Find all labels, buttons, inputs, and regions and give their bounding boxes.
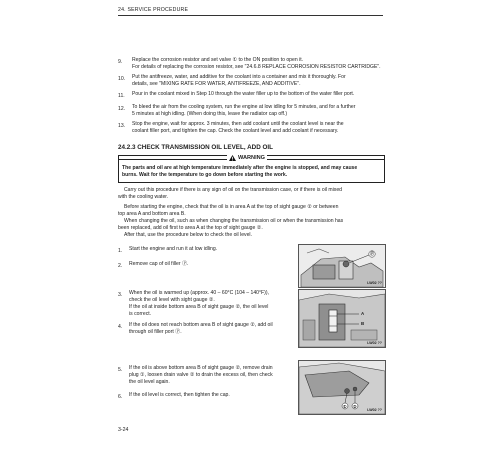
callout-2: ② [353, 404, 357, 409]
warning-label: WARNING [238, 155, 266, 161]
step-line: Pour in the coolant mixed in Step 10 through the water filler up to the bottom of the water filler port. [132, 91, 355, 97]
step-line: 5 minutes at high idling. (When doing this, leave the radiator cap off.) [132, 111, 288, 117]
figure-label: LW02 ?? [367, 408, 382, 412]
warning-box [118, 155, 385, 183]
step-line: the oil level again. [129, 379, 170, 385]
drain-plug-illustration [299, 361, 385, 414]
step-number: 11. [118, 93, 125, 99]
step-line: If the oil at inside bottom area B of sight gauge ②, the oil level [129, 304, 269, 310]
callout-b: B [361, 321, 365, 326]
step-number: 5. [118, 367, 123, 373]
sight-gauge-illustration [299, 290, 385, 347]
step-number: 9. [118, 59, 123, 65]
intro-line: top area A and bottom area B. [118, 211, 186, 217]
step-line: through oil filler port Ⓟ. [129, 329, 182, 335]
step-number: 4. [118, 324, 123, 330]
figure-oil-filler [298, 244, 386, 288]
warning-label-group [227, 155, 267, 161]
intro-line: Carry out this procedure if there is any sign of oil on the transmission case, or if there is oil mixed [124, 187, 342, 193]
step-line: When the oil is warmed up (approx. 40 – 60°C (104 – 140°F)), [129, 290, 269, 296]
figure-label: LW02 ?? [367, 281, 382, 285]
section-title: 24.2.3 CHECK TRANSMISSION OIL LEVEL, ADD OIL [118, 144, 273, 151]
step-number: 13. [118, 123, 126, 129]
step-line: check the oil level with sight gauge ②. [129, 297, 215, 303]
step-number: 6. [118, 394, 123, 400]
step-line: For details of replacing the corrosion resistor, see "24.6.8 REPLACE CORROSION RESISTOR CARTRIDGE". [132, 64, 381, 70]
warning-text [122, 165, 380, 178]
step-line: Replace the corrosion resistor and set valve ① to the ON position to open it. [132, 57, 304, 63]
intro-line: After that, use the procedure below to check the oil level. [124, 232, 252, 238]
step-number: 2. [118, 263, 123, 269]
step-line: Start the engine and run it at low idling. [129, 246, 218, 252]
header-rule [118, 15, 383, 16]
figure-sight-gauge [298, 289, 386, 348]
step-line: If the oil does not reach bottom area B of sight gauge ②, add oil [129, 322, 273, 328]
step-number: 10. [118, 76, 126, 82]
step-line: To bleed the air from the cooling system, run the engine at low idling for 5 minutes, and for a further [132, 104, 356, 110]
intro-line: with the cooling water. [118, 194, 169, 200]
step-line: plug ①, loosen drain valve ② to drain the excess oil, then check [129, 372, 273, 378]
callout-1: ① [343, 404, 347, 409]
step-line: If the oil is above bottom area B of sight gauge ②, remove drain [129, 365, 273, 371]
step-number: 3. [118, 292, 123, 298]
page-number: 3-24 [118, 427, 129, 433]
section-header: 24. SERVICE PROCEDURE [118, 7, 189, 13]
step-line: Stop the engine, wait for approx. 3 minutes, then add coolant until the coolant level is near the [132, 121, 344, 127]
step-line: If the oil level is correct, then tighten the cap. [129, 392, 230, 398]
warning-line: The parts and oil are at high temperature immediately after the engine is stopped, and may cause [122, 165, 358, 171]
step-line: Remove cap of oil filler Ⓟ. [129, 261, 189, 267]
figure-label: LW02 ?? [367, 341, 382, 345]
callout-f: Ⓟ [370, 251, 374, 256]
warning-triangle-icon [229, 155, 236, 161]
intro-line: When changing the oil, such as when changing the transmission oil or when the transmission has [124, 218, 344, 224]
step-line: details, see "MIXING RATE FOR WATER, ANTIFREEZE, AND ADDITIVE". [132, 81, 301, 87]
intro-line: been replaced, add oil first to area A at the top of sight gauge ②. [118, 225, 263, 231]
callout-a: A [361, 311, 365, 316]
step-line: Put the antifreeze, water, and additive for the coolant into a container and mix it thoroughly. For [132, 74, 346, 80]
step-number: 1. [118, 248, 123, 254]
warning-line: burns. Wait for the temperature to go down before starting the work. [122, 171, 288, 178]
step-line: coolant filler port, and tighten the cap. Check the coolant level and add coolant if necessary. [132, 128, 339, 134]
intro-line: Before starting the engine, check that the oil is in area A at the top of sight gauge ② or between [124, 204, 339, 210]
figure-drain-plug [298, 360, 386, 415]
step-line: is correct. [129, 311, 152, 317]
step-number: 12. [118, 106, 126, 112]
